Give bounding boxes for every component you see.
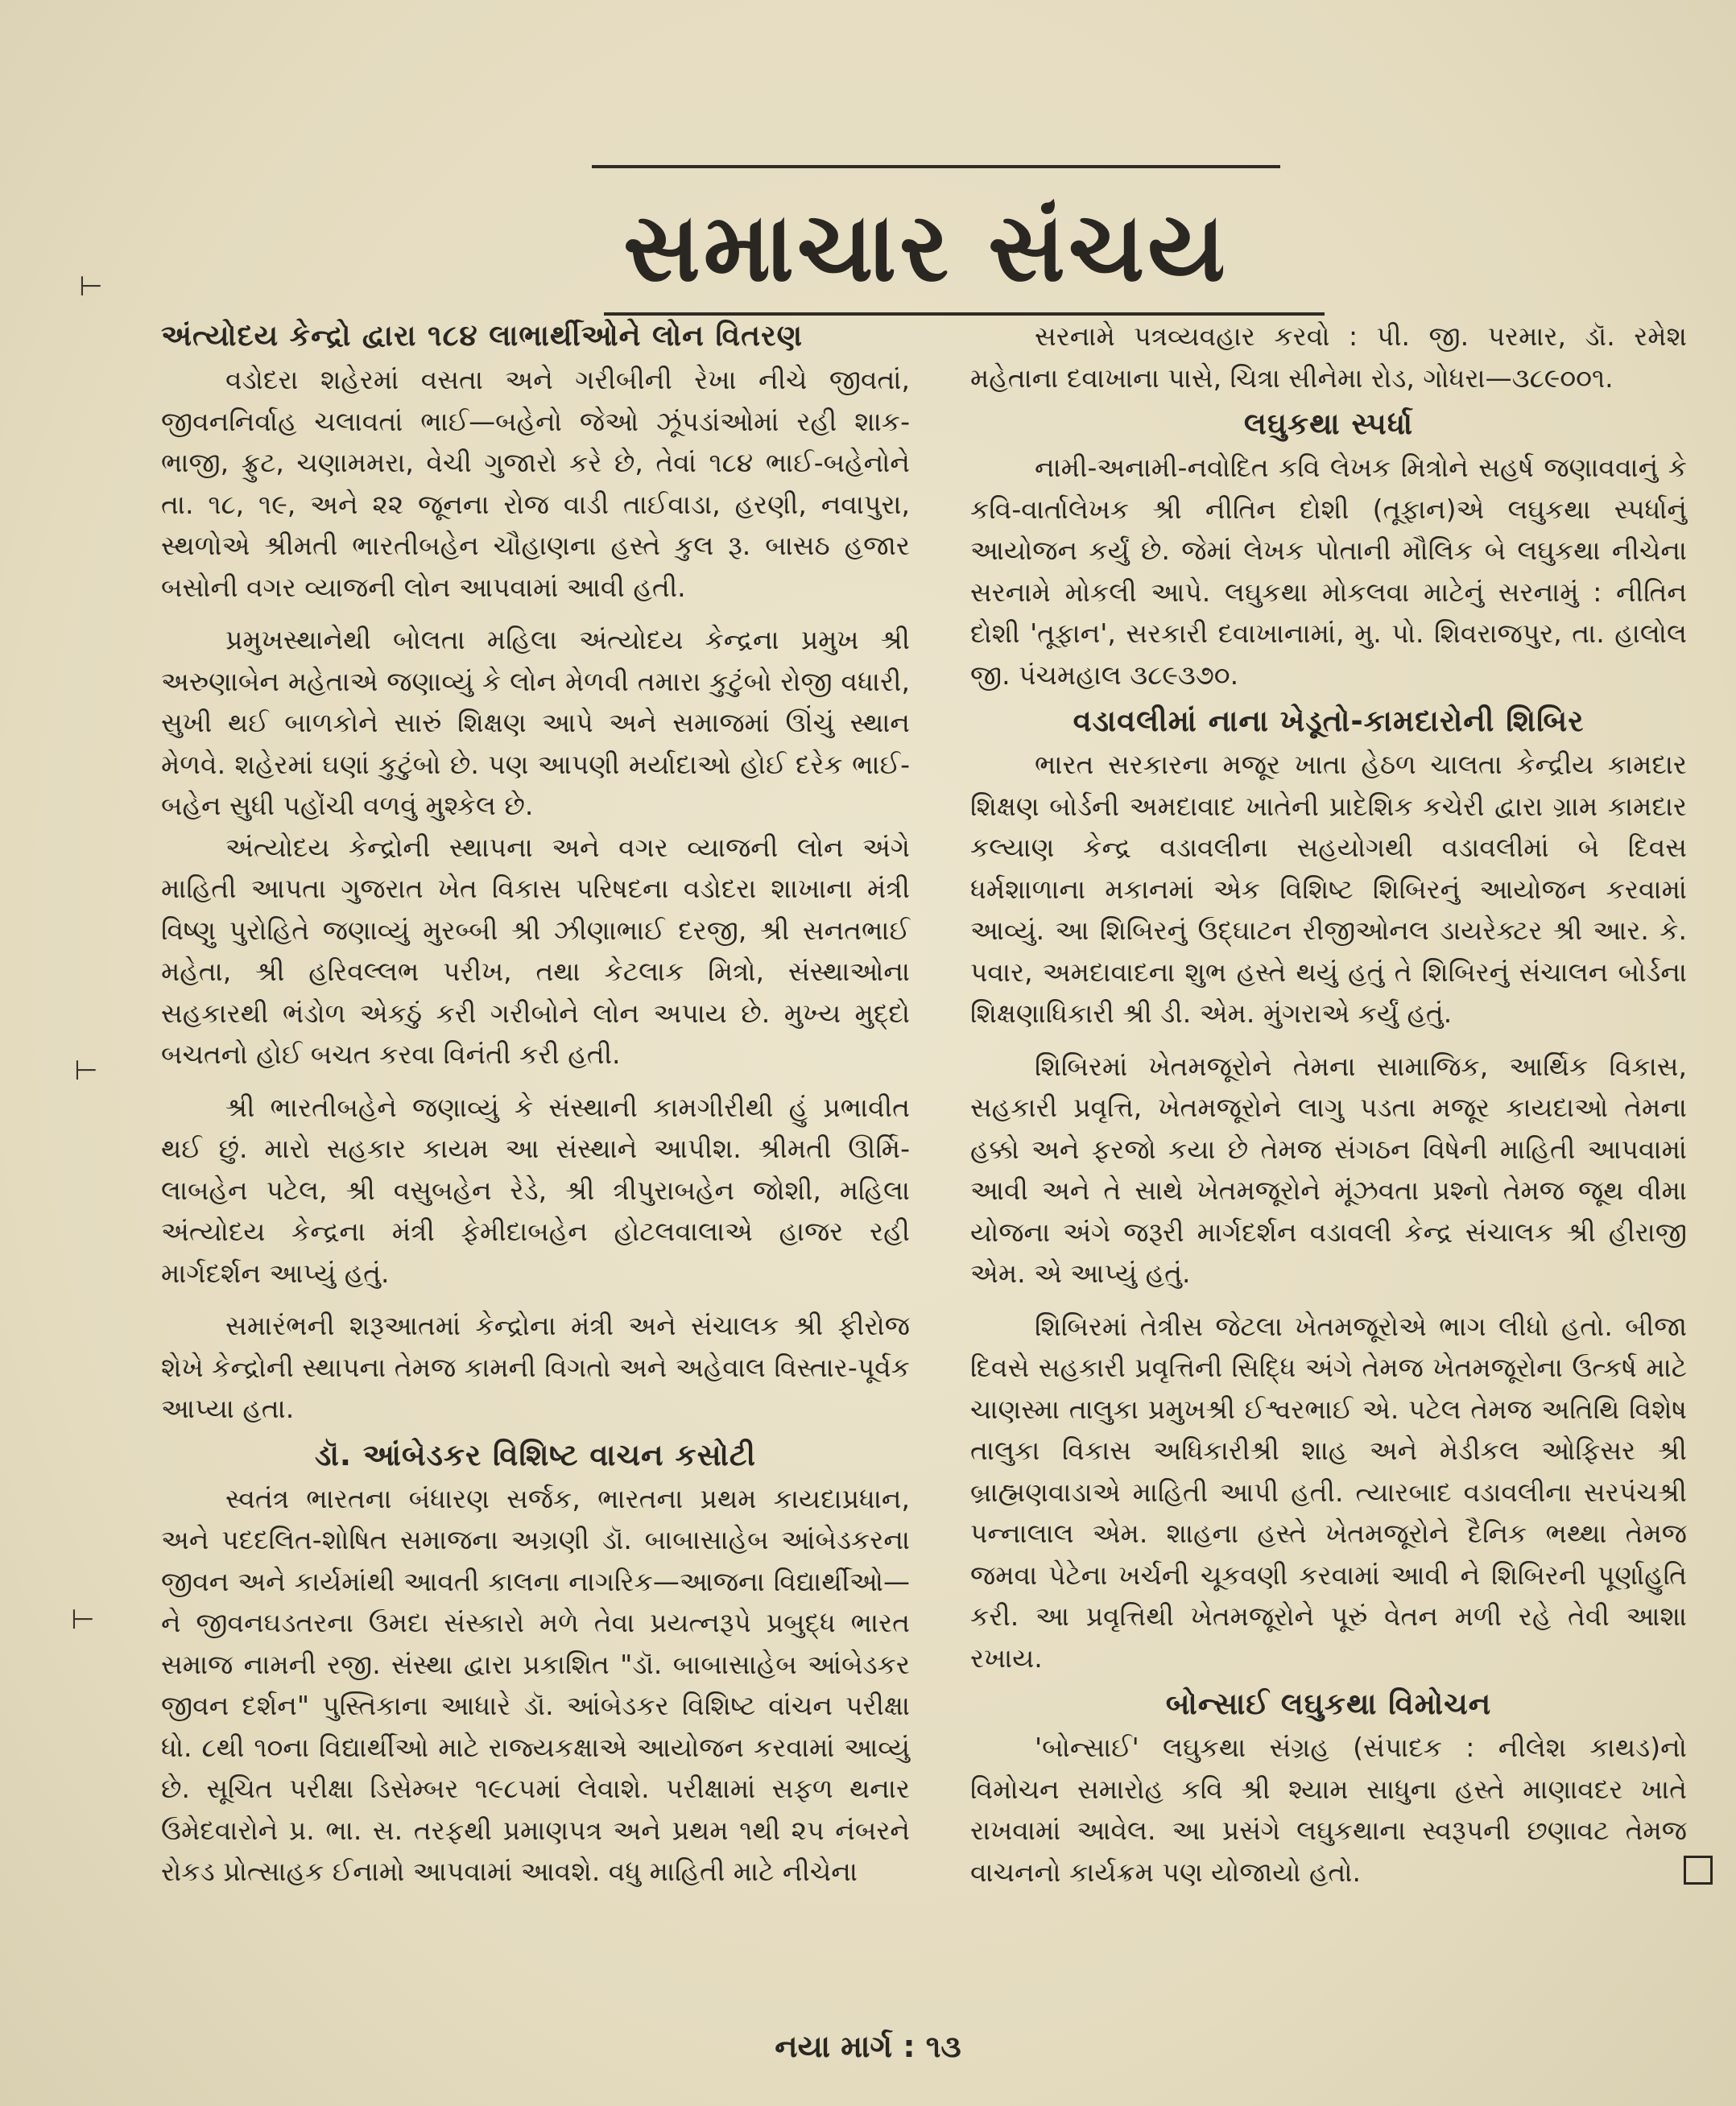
article-paragraph: શિબિરમાં ખેતમજૂરોને તેમના સામાજિક, આર્થિક વિકાસ, સહકારી પ્રવૃત્તિ, ખેતમજૂરોને લાગુ પડતા મજૂર કાયદાઓ તેમના હક્કો અને ફરજો કયા છે તેમજ સંગઠન વિષેની માહિતી આપવામાં આવી અને તે સાથે ખેતમજૂરોને મૂંઝવતા પ્રશ્નો તેમજ જૂથ વીમા યોજના અંગે જરૂરી માર્ગદર્શન વડાવલી કેન્દ્ર સંચાલક શ્રી હીરાજી એમ. એ આપ્યું હતું. [970,1050,1687,1289]
article-headline: ડૉ. આંબેડકર વિશિષ્ટ વાચન કસોટી [315,1437,756,1472]
article-headline: બોન્સાઈ લઘુકથા વિમોચન [1165,1687,1492,1721]
end-mark-icon [1684,1856,1713,1885]
article-paragraph: વડોદરા શહેરમાં વસતા અને ગરીબીની રેખા નીચે જીવતાં, જીવનનિર્વાહ ચલાવતાં ભાઈ—બહેનો જેઓ ઝૂંપડાંઓમાં રહી શાક-ભાજી, ફ્રુટ, ચણામમરા, વેચી ગુજારો કરે છે, તેવાં ૧૮૪ ભાઈ-બહેનોને તા. ૧૮, ૧૯, અને ૨૨ જૂનના રોજ વાડી તાઈવાડા, હરણી, નવાપુરા, સ્થળોએ શ્રીમતી ભારતીબહેન ચૌહાણના હસ્તે કુલ રૂ. બાસઠ હજાર બસોની વગર વ્યાજની લોન આપવામાં આવી હતી. [161,364,910,603]
article-paragraph: પ્રમુખસ્થાનેથી બોલતા મહિલા અંત્યોદય કેન્દ્રના પ્રમુખ શ્રી અરુણાબેન મહેતાએ જણાવ્યું કે લોન મેળવી તમારા કુટુંબો રોજી વધારી, સુખી થઈ બાળકોને સારું શિક્ષણ આપે અને સમાજમાં ઊંચું સ્થાન મેળવે. શહેરમાં ઘણાં કુટુંબો છે. પણ આપણી મર્યાદાઓ હોઈ દરેક ભાઈ-બહેન સુધી પહોંચી વળવું મુશ્કેલ છે. [161,624,910,821]
right-column [970,316,1687,1893]
margin-mark: ⊢ [74,1055,98,1087]
article-headline: અંત્યોદય કેન્દ્રો દ્વારા ૧૮૪ લાભાર્થીઓને લોન વિતરણ [161,320,803,353]
left-column [161,316,910,1893]
article-paragraph: શિબિરમાં તેત્રીસ જેટલા ખેતમજૂરોએ ભાગ લીધો હતો. બીજા દિવસે સહકારી પ્રવૃત્તિની સિદ્ધિ અંગે તેમજ ખેતમજૂરોના ઉત્કર્ષ માટે ચાણસ્મા તાલુકા પ્રમુખશ્રી ઈશ્વરભાઈ એ. પટેલ તેમજ અતિથિ વિશેષ તાલુકા વિકાસ અધિકારીશ્રી શાહ અને મેડીકલ ઓફિસર શ્રી બ્રાહ્મણવાડાએ માહિતી આપી હતી. ત્યારબાદ વડાવલીના સરપંચશ્રી પન્નાલાલ એમ. શાહના હસ્તે ખેતમજૂરોને દૈનિક ભથ્થા તેમજ જમવા પેટેના ખર્ચની ચૂકવણી કરવામાં આવી ને શિબિરની પૂર્ણાહુતિ કરી. આ પ્રવૃત્તિથી ખેતમજૂરોને પૂરું વેતન મળી રહે તેવી આશા રખાય. [970,1310,1687,1674]
margin-mark: ⊢ [71,1604,95,1636]
article-paragraph: અંત્યોદય કેન્દ્રોની સ્થાપના અને વગર વ્યાજની લોન અંગે માહિતી આપતા ગુજરાત ખેત વિકાસ પરિષદના વડોદરા શાખાના મંત્રી વિષ્ણુ પુરોહિતે જણાવ્યું મુરબ્બી શ્રી ઝીણાભાઈ દરજી, શ્રી સનતભાઈ મહેતા, શ્રી હરિવલ્લભ પરીખ, તથા કેટલાક મિત્રો, સંસ્થાઓના સહકારથી ભંડોળ એકઠું કરી ગરીબોને લોન અપાય છે. મુખ્ય મુદ્દો બચતનો હોઈ બચત કરવા વિનંતી કરી હતી. [161,831,910,1070]
article-paragraph: ભારત સરકારના મજૂર ખાતા હેઠળ ચાલતા કેન્દ્રીય કામદાર શિક્ષણ બોર્ડની અમદાવાદ ખાતેની પ્રાદેશિક કચેરી દ્વારા ગ્રામ કામદાર કલ્યાણ કેન્દ્ર વડાવલીના સહયોગથી વડાવલીમાં બે દિવસ ધર્મશાળાના મકાનમાં એક વિશિષ્ટ શિબિરનું આયોજન કરવામાં આવ્યું. આ શિબિરનું ઉદ્ઘાટન રીજીઓનલ ડાયરેક્ટર શ્રી આર. કે. પવાર, અમદાવાદના શુભ હસ્તે થયું હતું તે શિબિરનું સંચાલન બોર્ડના શિક્ષણાધિકારી શ્રી ડી. એમ. મુંગરાએ કર્યું હતું. [970,749,1687,1029]
top-rule [592,165,1280,168]
article-paragraph-text: 'બોન્સાઈ' લઘુકથા સંગ્રહ (સંપાદક : નીલેશ કાથડ)નો વિમોચન સમારોહ કવિ શ્રી શ્યામ સાધુના હસ્તે માણાવદર ખાતે રાખવામાં આવેલ. આ પ્રસંગે લઘુકથાના સ્વરૂપની છણાવટ તેમજ વાચનનો કાર્યક્રમ પણ યોજાયો હતો. [970,1732,1687,1888]
article-paragraph: નામી-અનામી-નવોદિત કવિ લેખક મિત્રોને સહર્ષ જણાવવાનું કે કવિ-વાર્તાલેખક શ્રી નીતિન દોશી (તૂફાન)એ લઘુકથા સ્પર્ધાનું આયોજન કર્યું છે. જેમાં લેખક પોતાની મૌલિક બે લઘુકથા નીચેના સરનામે મોકલી આપે. લઘુકથા મોકલવા માટેનું સરનામું : નીતિન દોશી 'તૂફાન', સરકારી દવાખાનામાં, મુ. પો. શિવરાજપુર, તા. હાલોલ જી. પંચમહાલ ૩૮૯૩૭૦. [970,452,1687,691]
article-paragraph: સમારંભની શરૂઆતમાં કેન્દ્રોના મંત્રી અને સંચાલક શ્રી ફીરોજ શેખે કેન્દ્રોની સ્થાપના તેમજ કામની વિગતો અને અહેવાલ વિસ્તાર-પૂર્વક આપ્યા હતા. [161,1310,910,1424]
article-headline: લઘુકથા સ્પર્ધા [1243,407,1414,441]
page-title: સમાચાર સંચય [623,191,1229,303]
page-footer: નયા માર્ગ : ૧૩ [775,2029,961,2064]
article-paragraph: શ્રી ભારતીબહેને જણાવ્યું કે સંસ્થાની કામગીરીથી હું પ્રભાવીત થઈ છું. મારો સહકાર કાયમ આ સંસ્થાને આપીશ. શ્રીમતી ઊર્મિ-લાબહેન પટેલ, શ્રી વસુબહેન રેડે, શ્રી ત્રીપુરાબહેન જોશી, મહિલા અંત્યોદય કેન્દ્રના મંત્રી ફેમીદાબહેન હોટલવાલાએ હાજર રહી માર્ગદર્શન આપ્યું હતું. [161,1091,910,1289]
article-paragraph [970,1727,1687,1893]
article-paragraph: સ્વતંત્ર ભારતના બંધારણ સર્જક, ભારતના પ્રથમ કાયદાપ્રધાન, અને પદદલિત-શોષિત સમાજના અગ્રણી ડૉ. બાબાસાહેબ આંબેડકરના જીવન અને કાર્યમાંથી આવતી કાલના નાગરિક—આજના વિદ્યાર્થીઓ—ને જીવનઘડતરના ઉમદા સંસ્કારો મળે તેવા પ્રયત્નરૂપે પ્રબુદ્ધ ભારત સમાજ નામની રજી. સંસ્થા દ્વારા પ્રકાશિત "ડૉ. બાબાસાહેબ આંબેડકર જીવન દર્શન" પુસ્તિકાના આધારે ડૉ. આંબેડકર વિશિષ્ટ વાંચન પરીક્ષા ધો. ૮થી ૧૦ના વિદ્યાર્થીઓ માટે રાજ્યકક્ષાએ આયોજન કરવામાં આવ્યું છે. સૂચિત પરીક્ષા ડિસેમ્બર ૧૯૮૫માં લેવાશે. પરીક્ષામાં સફળ થનાર ઉમેદવારોને પ્ર. ભા. સ. તરફથી પ્રમાણપત્ર અને પ્રથમ ૧થી ૨૫ નંબરને રોકડ પ્રોત્સાહક ઈનામો આપવામાં આવશે. વધુ માહિતી માટે નીચેના [161,1482,910,1887]
article-paragraph: સરનામે પત્રવ્યવહાર કરવો : પી. જી. પરમાર, ડૉ. રમેશ મહેતાના દવાખાના પાસે, ચિત્રા સીનેમા રોડ, ગોધરા—૩૮૯૦૦૧. [970,320,1687,394]
margin-mark: ⊢ [79,270,103,303]
article-headline: વડાવલીમાં નાના ખેડૂતો-કામદારોની શિબિર [1073,704,1585,738]
